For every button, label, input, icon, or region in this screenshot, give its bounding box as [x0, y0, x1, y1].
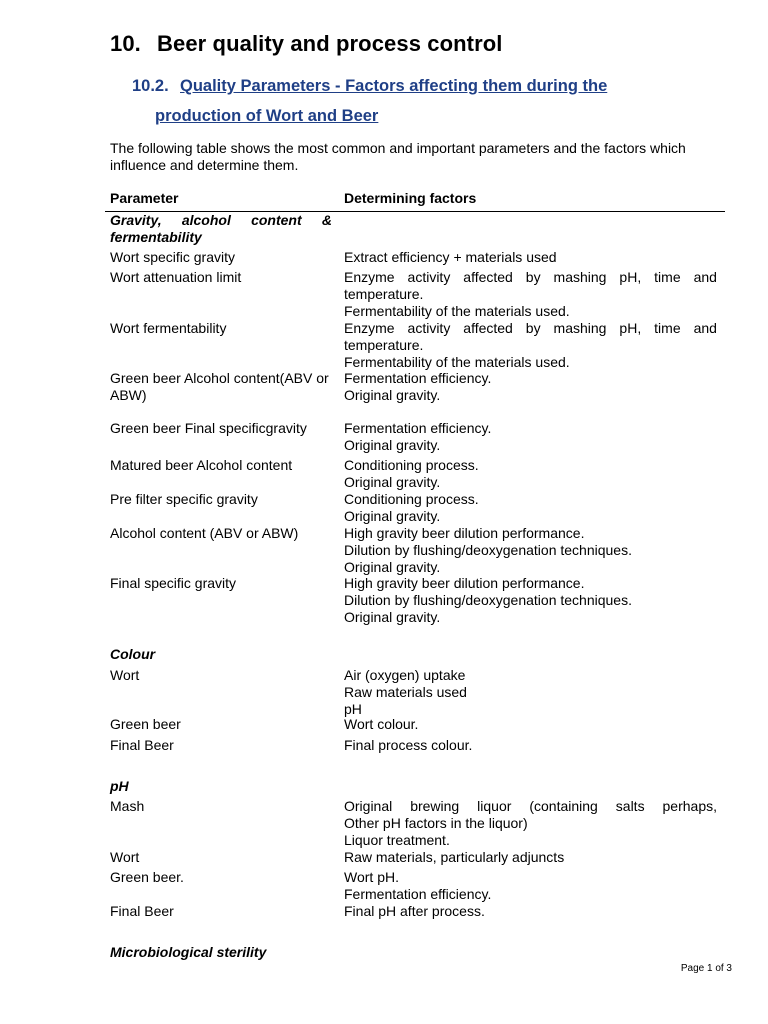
- word: Original: [344, 798, 393, 814]
- intro-paragraph: The following table shows the most common and important parameters and the factors which influence and determine them.: [110, 140, 686, 173]
- justified-line: [344, 798, 717, 815]
- section-microbiological: Microbiological sterility: [110, 944, 267, 960]
- section-ph: pH: [110, 778, 129, 794]
- word: activity: [407, 269, 451, 285]
- page-heading: [110, 31, 503, 57]
- word: by: [525, 320, 541, 336]
- section-gravity: [110, 212, 332, 246]
- word: affected: [463, 269, 513, 285]
- word: and: [693, 269, 717, 285]
- word: salts: [615, 798, 645, 814]
- word: by: [525, 269, 541, 285]
- heading-number: 10.: [110, 31, 141, 56]
- heading-title: Beer quality and process control: [157, 31, 503, 56]
- document-page: 10. Beer quality and process control 10.2. Quality Parameters - Factors affecting them during the production of Wort and Beer The following table shows the most common and important parameters and the factors which influence and determine them. Parameter Determining factors Gravity, alcohol content & fermentability Wort specific gravity Extract efficiency + materials used Wort attenuation limit Enzyme activity affected by mashing pH, time and temperature. Fermentability of the materials used. Wort fermentability Enzyme activity affected by mashing pH, time and temperature. Fermentability of the materials used. Green beer Alcohol content(ABV or ABW) Fermentation efficiency. Original gravity. Green beer Final specificgravity Fermentation efficiency. Original gravity. Matured beer Alcohol content Conditioning process. Original gravity. Pre filter specific gravity Conditioning process. Original gravity. Alcohol content (ABV or ABW) High gravity beer dilution performance. Dilution by flushing/deoxygenation techniques. Original gravity. Final specific gravity High gravity beer dilution performance. Dilution by flushing/deoxygenation techniques. Original gravity. Colour Wort Air (oxygen) uptake Raw materials used pH Green beer Wort colour. Final Beer Final process colour. pH Mash Original brewing liquor (containing salts perhaps, Other pH factors in the liquor) Liquor treatment. Wort Raw materials, particularly adjuncts Green beer. Wort pH. Fermentation efficiency. Final Beer Final pH after process. Microbiological sterility Page 1 of 3: [0, 0, 768, 1024]
- subheading: [132, 77, 607, 96]
- page-number: Page 1 of 3: [680, 963, 732, 974]
- word: time: [654, 269, 681, 285]
- section-gravity-line2: fermentability: [110, 229, 202, 245]
- word: (containing: [529, 798, 598, 814]
- justified-line: [344, 269, 717, 286]
- word: Enzyme: [344, 269, 395, 285]
- word: time: [654, 320, 681, 336]
- word: affected: [463, 320, 513, 336]
- justified-line: [344, 320, 717, 337]
- word: mashing: [553, 320, 607, 336]
- word: mashing: [553, 269, 607, 285]
- section-gravity-line1: Gravity, alcohol content &: [110, 212, 332, 228]
- subheading-line2: production of Wort and Beer: [155, 107, 379, 125]
- word: Enzyme: [344, 320, 395, 336]
- word: liquor: [477, 798, 512, 814]
- section-colour: Colour: [110, 646, 156, 662]
- word: brewing: [410, 798, 460, 814]
- word: activity: [407, 320, 451, 336]
- header-parameter: Parameter: [110, 190, 179, 206]
- word: and: [693, 320, 717, 336]
- subheading-line1: Quality Parameters - Factors affecting them during the: [180, 77, 608, 95]
- header-factors: Determining factors: [344, 190, 477, 206]
- word: pH,: [619, 320, 642, 336]
- word: pH,: [619, 269, 642, 285]
- word: perhaps,: [662, 798, 717, 814]
- subheading-number: 10.2.: [132, 77, 169, 95]
